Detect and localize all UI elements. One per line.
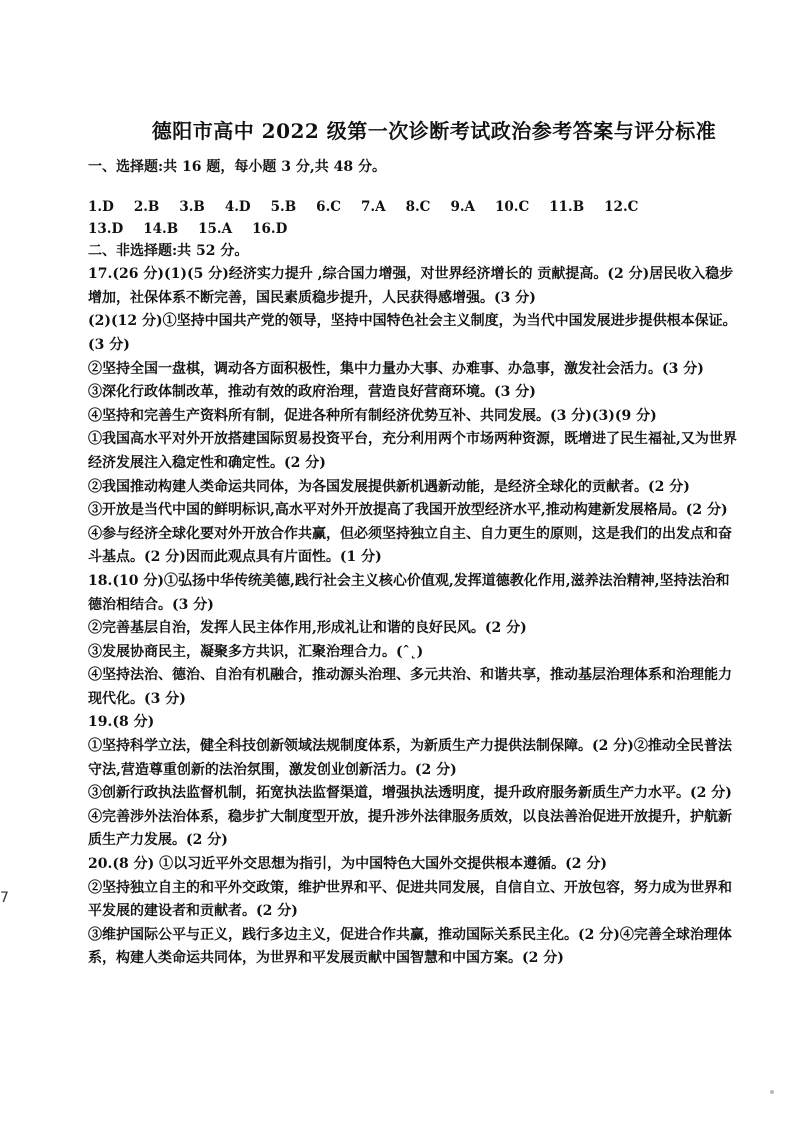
answer-item: 4.D xyxy=(224,198,251,215)
answer-paragraph: ④坚持法治、德治、自治有机融合，推动源头治理、多元共治、和谐共享，推动基层治理体系和治理能力现代化。(3 分) xyxy=(88,667,732,707)
answer-paragraph: ④完善涉外法治体系，稳步扩大制度型开放，提升涉外法律服务质效，以良法善治促进开放提升，护航新质生产力发展。(2 分) xyxy=(88,808,732,849)
answer-paragraph: (2)(12 分)①坚持中国共产党的领导，坚持中国特色社会主义制度，为当代中国发展进步提供根本保证。(3 分) xyxy=(88,313,737,353)
answer-paragraph: ④坚持和完善生产资料所有制，促进各种所有制经济优势互补、共同发展。(3 分)(3)(9 分) xyxy=(88,407,657,424)
answer-paragraph: ②坚持全国一盘棋，调动各方面积极性，集中力量办大事、办难事、办急事，激发社会活力。(3 分) xyxy=(88,360,704,377)
answer-paragraph: ③创新行政执法监督机制，拓宽执法监督渠道，增强执法透明度，提升政府服务新质生产力水平。(2 分) xyxy=(88,785,732,802)
document-title: 德阳市高中 2022 级第一次诊断考试政治参考答案与评分标准 xyxy=(151,119,717,143)
answer-paragraph: ②坚持独立自主的和平外交政策，维护世界和平、促进共同发展，自信自立、开放包容，努力成为世界和平发展的建设者和贡献者。(2 分) xyxy=(88,879,732,920)
answer-item: 5.B xyxy=(270,198,297,215)
section-2-heading: 二、非选择题:共 52 分。 xyxy=(88,242,249,259)
answer-paragraph: ③开放是当代中国的鲜明标识,高水平对外开放提高了我国开放型经济水平,推动构建新发展格局。(2 分) xyxy=(88,502,728,519)
answer-paragraph: ③发展协商民主，凝聚多方共识，汇聚治理合力。(ˆ˛) xyxy=(88,643,424,660)
answer-paragraph: 19.(8 分) xyxy=(88,714,155,731)
answer-item: 9.A xyxy=(450,198,476,215)
answer-item: 16.D xyxy=(252,220,288,237)
answer-item: 6.C xyxy=(316,198,342,215)
answer-paragraph: 20.(8 分) ①以习近平外交思想为指引，为中国特色大国外交提供根本遵循。(2 分) xyxy=(88,856,607,873)
answer-item: 7.A xyxy=(361,198,386,215)
answer-item: 10.C xyxy=(495,198,530,215)
answer-paragraph: ②我国推动构建人类命运共同体，为各国发展提供新机遇新动能，是经济全球化的贡献者。(2 分) xyxy=(88,478,690,495)
answer-paragraph: 17.(26 分)(1)(5 分)经济实力提升 ,综合国力增强，对世界经济增长的 贡献提高。(2 分)居民收入稳步增加，社保体系不断完善，国民素质稳步提升，人民获得感增强。(3 分) xyxy=(88,266,734,306)
section-1-heading: 一、选择题:共 16 题，每小题 3 分,共 48 分。 xyxy=(88,159,386,175)
answer-item: 15.A xyxy=(198,220,233,237)
answer-paragraph: 18.(10 分)①弘扬中华传统美德,践行社会主义核心价值观,发挥道德教化作用,滋养法治精神,坚持法治和德治相结合。(3 分) xyxy=(88,572,730,613)
answer-paragraph: ③维护国际公平与正义，践行多边主义，促进合作共赢，推动国际关系民主化。(2 分)④完善全球治理体系，构建人类命运共同体，为世界和平发展贡献中国智慧和中国方案。(2 分) xyxy=(88,926,732,967)
answer-paragraph: ②完善基层自治，发挥人民主体作用,形成礼让和谐的良好民风。(2 分) xyxy=(88,620,527,637)
answer-item: 2.B xyxy=(133,198,160,215)
answer-item: 12.C xyxy=(604,198,639,215)
answer-paragraph: ④参与经济全球化要对外开放合作共赢，但必须坚持独立自主、自力更生的原则，这是我们的出发点和奋斗基点。(2 分)因而此观点具有片面性。(1 分) xyxy=(88,525,732,566)
answer-body xyxy=(88,263,740,971)
answer-paragraph: ①我国高水平对外开放搭建国际贸易投资平台，充分利用两个市场两种资源，既增进了民生福祉,又为世界经济发展注入稳定性和确定性。(2 分) xyxy=(88,431,737,471)
answer-item: 11.B xyxy=(549,198,585,215)
margin-mark: 7 xyxy=(0,890,9,906)
answers-row-2 xyxy=(88,218,740,240)
answer-paragraph: ①坚持科学立法，健全科技创新领域法规制度体系，为新质生产力提供法制保障。(2 分)②推动全民普法守法,营造尊重创新的法治氛围，激发创业创新活力。(2 分) xyxy=(88,738,732,778)
scan-speck xyxy=(770,1090,774,1094)
answer-item: 3.B xyxy=(179,198,205,215)
answer-item: 13.D xyxy=(88,220,124,237)
answer-paragraph: ③深化行政体制改革，推动有效的政府治理，营造良好营商环境。(3 分) xyxy=(88,384,536,401)
answer-item: 14.B xyxy=(143,220,179,237)
answer-item: 8.C xyxy=(405,198,431,215)
answers-row-1 xyxy=(88,196,740,218)
answer-item: 1.D xyxy=(88,198,114,215)
